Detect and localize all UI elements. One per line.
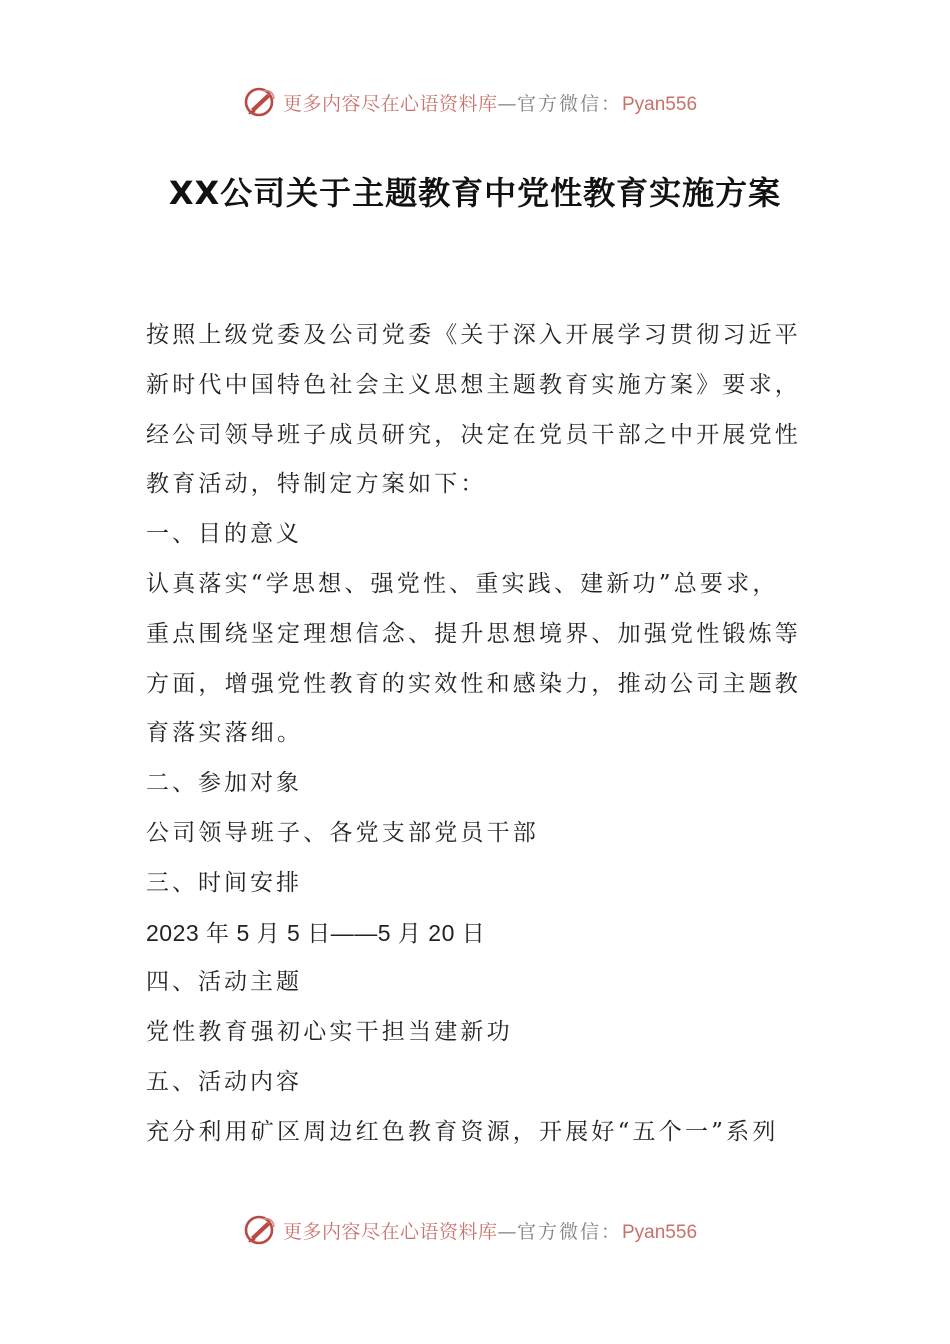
body-line: 经公司领导班子成员研究，决定在党员干部之中开展党性 — [146, 421, 801, 448]
banner-text — [283, 1217, 697, 1244]
banner-wechat-id: Pyan556 — [622, 93, 698, 115]
document-body — [146, 311, 810, 1158]
body-line: 按照上级党委及公司党委《关于深入开展学习贯彻习近平 — [146, 322, 801, 348]
banner-wechat-id: Pyan556 — [622, 1221, 698, 1243]
banner-dash: — — [497, 1220, 517, 1243]
body-line: 重点围绕坚定理想信念、提升思想境界、加强党性锻炼等 — [146, 620, 801, 647]
section-heading-purpose: 一、目的意义 — [146, 521, 302, 548]
header-banner — [0, 82, 950, 122]
banner-official: 官方微信： — [516, 92, 622, 115]
body-line: 育落实落细。 — [146, 720, 304, 747]
banner-dash: — — [497, 92, 517, 115]
body-line: 新时代中国特色社会主义思想主题教育实施方案》要求， — [146, 371, 801, 398]
footer-banner — [0, 1210, 950, 1250]
banner-prefix: 更多内容尽在心语资料库 — [282, 92, 498, 115]
pen-logo-icon — [243, 1213, 277, 1247]
document-title: XX公司关于主题教育中党性教育实施方案 — [168, 174, 782, 212]
body-line: 认真落实“学思想、强党性、重实践、建新功”总要求， — [146, 570, 779, 597]
body-line: 充分利用矿区周边红色教育资源，开展好“五个一”系列 — [146, 1118, 779, 1145]
banner-text — [283, 89, 697, 116]
body-line: 教育活动，特制定方案如下： — [146, 471, 487, 498]
body-line: 公司领导班子、各党支部党员干部 — [146, 819, 539, 846]
section-heading-theme: 四、活动主题 — [146, 969, 302, 996]
body-line: 方面，增强党性教育的实效性和感染力，推动公司主题教 — [146, 670, 801, 697]
pen-logo-icon — [243, 85, 277, 119]
section-heading-participants: 二、参加对象 — [146, 770, 302, 797]
banner-prefix: 更多内容尽在心语资料库 — [282, 1220, 498, 1243]
banner-official: 官方微信： — [516, 1220, 622, 1243]
schedule-dates: 2023 年 5 月 5 日——5 月 20 日 — [146, 919, 486, 946]
body-line: 党性教育强初心实干担当建新功 — [146, 1019, 513, 1046]
section-heading-content: 五、活动内容 — [146, 1068, 302, 1095]
section-heading-schedule: 三、时间安排 — [146, 869, 302, 896]
